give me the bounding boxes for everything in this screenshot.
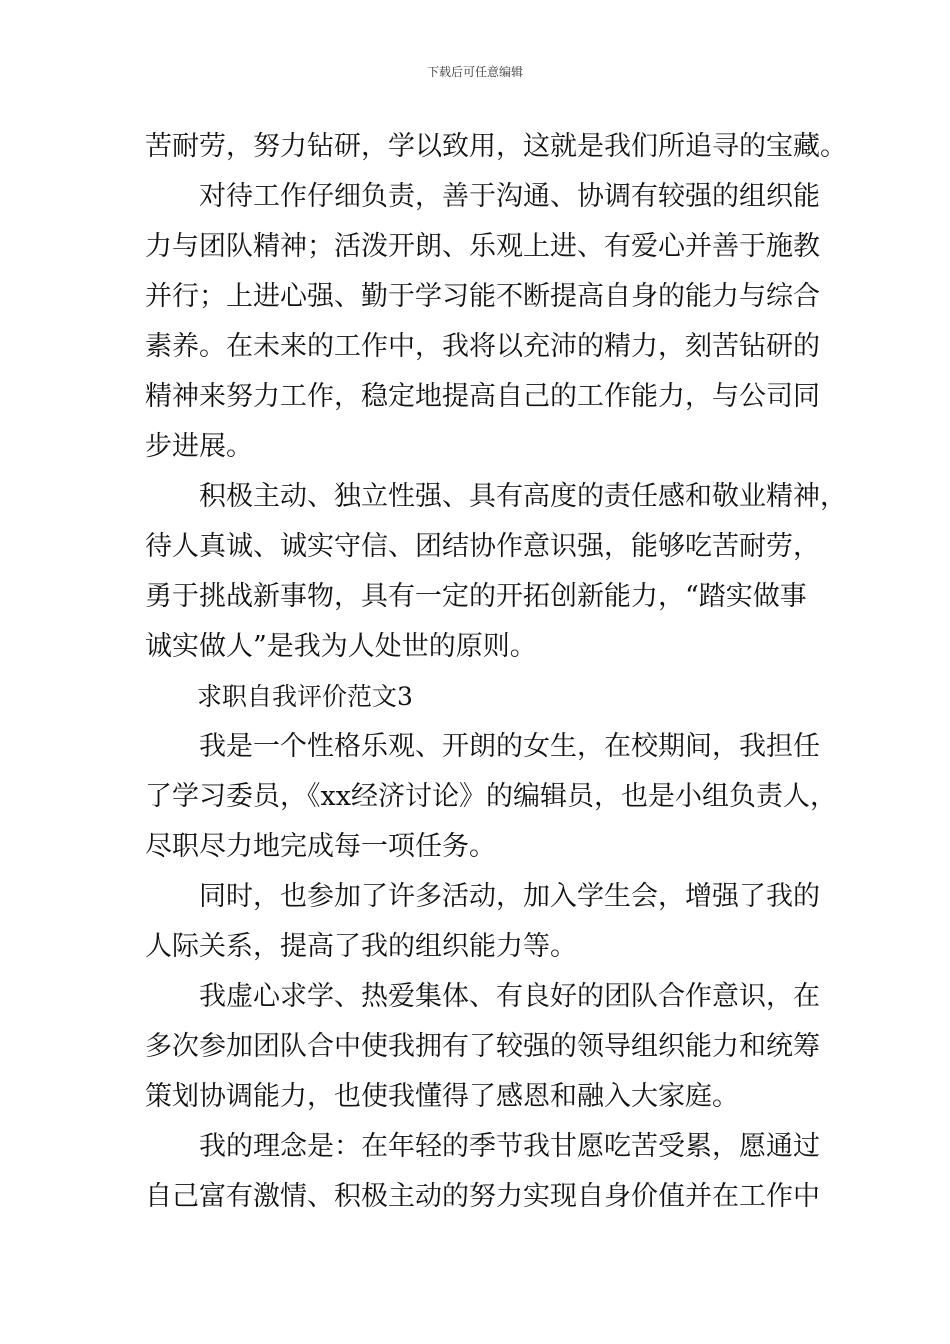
document-body xyxy=(145,122,847,1222)
text-line: 多次参加团队合中使我拥有了较强的领导组织能力和统筹 xyxy=(145,1031,820,1062)
paragraph-start-line: 我的理念是：在年轻的季节我甘愿吃苦受累，愿通过 xyxy=(199,1131,820,1162)
text-line: 精神来努力工作，稳定地提高自己的工作能力，与公司同 xyxy=(145,381,820,412)
text-line: 苦耐劳，努力钻研，学以致用，这就是我们所追寻的宝藏。 xyxy=(145,131,847,162)
text-line: 力与团队精神；活泼开朗、乐观上进、有爱心并善于施教 xyxy=(145,231,820,262)
paragraph-start-line: 积极主动、独立性强、具有高度的责任感和敬业精神， xyxy=(199,481,847,512)
text-line: 诚实做人”是我为人处世的原则。 xyxy=(145,631,537,662)
paragraph-start-line: 我是一个性格乐观、开朗的女生，在校期间，我担任 xyxy=(199,731,820,762)
paragraph-start-line: 对待工作仔细负责，善于沟通、协调有较强的组织能 xyxy=(199,181,820,212)
text-line: 素养。在未来的工作中，我将以充沛的精力，刻苦钻研的 xyxy=(145,331,820,362)
section-heading: 求职自我评价范文3 xyxy=(197,682,413,711)
text-line: 人际关系，提高了我的组织能力等。 xyxy=(145,931,577,962)
text-line: 尽职尽力地完成每一项任务。 xyxy=(145,831,496,862)
text-line: 步进展。 xyxy=(145,431,253,462)
paragraph-start-line: 同时，也参加了许多活动，加入学生会，增强了我的 xyxy=(199,881,820,912)
text-line: 待人真诚、诚实守信、团结协作意识强，能够吃苦耐劳， xyxy=(145,531,820,562)
text-line: 策划协调能力，也使我懂得了感恩和融入大家庭。 xyxy=(145,1081,739,1112)
text-line: 勇于挑战新事物，具有一定的开拓创新能力，“踏实做事 xyxy=(145,581,807,612)
paragraph-start-line: 我虚心求学、热爱集体、有良好的团队合作意识，在 xyxy=(199,981,820,1012)
text-line: 自己富有激情、积极主动的努力实现自身价值并在工作中 xyxy=(145,1181,820,1212)
page-header-note: 下载后可任意编辑 xyxy=(426,65,523,79)
text-line: 并行；上进心强、勤于学习能不断提高自身的能力与综合 xyxy=(145,281,820,312)
text-line: 了学习委员，《xx经济讨论》的编辑员，也是小组负责人， xyxy=(145,781,837,812)
